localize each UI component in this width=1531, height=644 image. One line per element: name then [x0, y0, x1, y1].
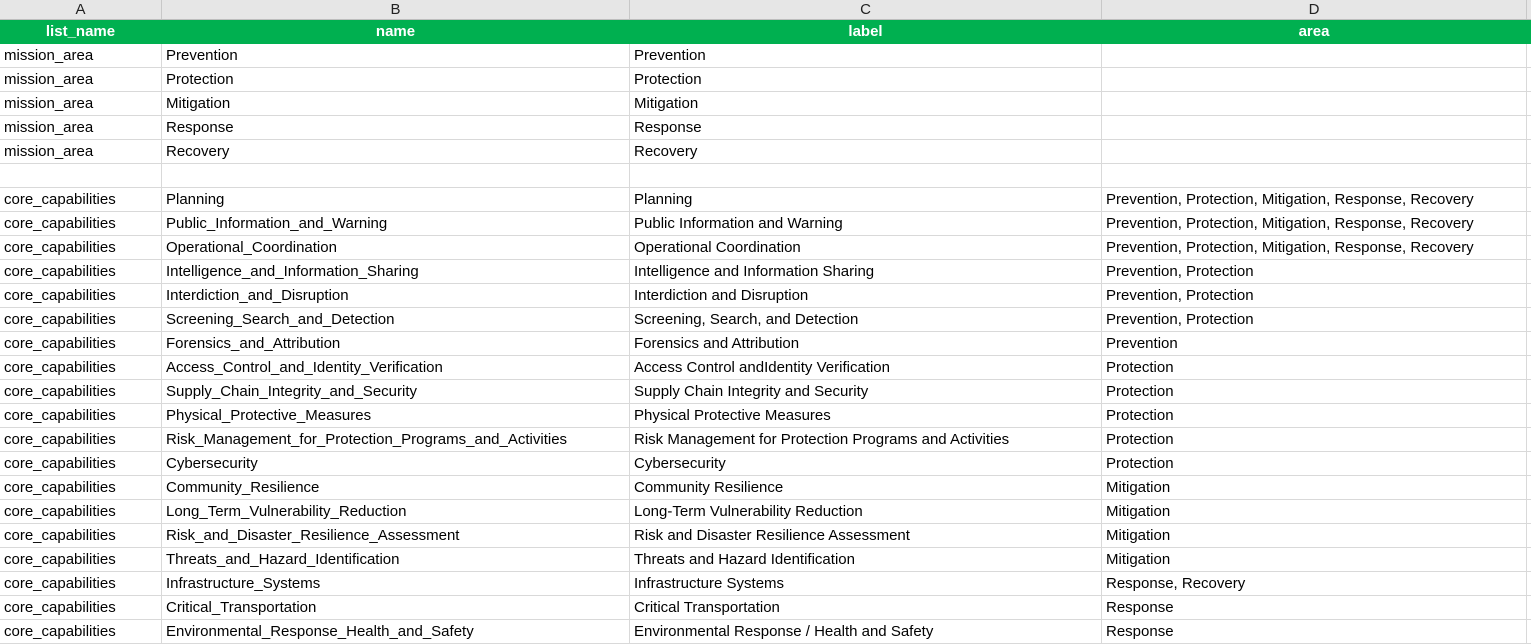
cell-area[interactable]: Mitigation: [1102, 476, 1527, 499]
cell-label[interactable]: Response: [630, 116, 1102, 139]
cell-label[interactable]: Community Resilience: [630, 476, 1102, 499]
table-row: [0, 284, 1531, 308]
table-row: [0, 332, 1531, 356]
header-cell-area[interactable]: area: [1102, 20, 1527, 43]
cell-area[interactable]: Prevention, Protection: [1102, 284, 1527, 307]
cell-label[interactable]: Forensics and Attribution: [630, 332, 1102, 355]
cell-name[interactable]: Planning: [162, 188, 630, 211]
cell-area[interactable]: Prevention: [1102, 332, 1527, 355]
cell-name[interactable]: Long_Term_Vulnerability_Reduction: [162, 500, 630, 523]
cell-area[interactable]: Response: [1102, 620, 1527, 643]
cell-list-name[interactable]: core_capabilities: [0, 308, 162, 331]
table-row: [0, 236, 1531, 260]
table-row: [0, 260, 1531, 284]
cell-label[interactable]: Long-Term Vulnerability Reduction: [630, 500, 1102, 523]
cell-area[interactable]: Response, Recovery: [1102, 572, 1527, 595]
cell-list-name[interactable]: mission_area: [0, 44, 162, 67]
cell-name[interactable]: Prevention: [162, 44, 630, 67]
cell-name[interactable]: Supply_Chain_Integrity_and_Security: [162, 380, 630, 403]
cell-label[interactable]: Threats and Hazard Identification: [630, 548, 1102, 571]
cell-area[interactable]: [1102, 92, 1527, 115]
cell-list-name[interactable]: core_capabilities: [0, 284, 162, 307]
table-row: [0, 116, 1531, 140]
cell-label[interactable]: Risk and Disaster Resilience Assessment: [630, 524, 1102, 547]
table-row: [0, 452, 1531, 476]
table-row: [0, 404, 1531, 428]
table-row: [0, 356, 1531, 380]
cell-list-name[interactable]: core_capabilities: [0, 500, 162, 523]
cell-name[interactable]: Screening_Search_and_Detection: [162, 308, 630, 331]
cell-label[interactable]: Cybersecurity: [630, 452, 1102, 475]
table-row: [0, 92, 1531, 116]
cell-area[interactable]: Protection: [1102, 404, 1527, 427]
column-header-b[interactable]: B: [162, 0, 630, 19]
table-row: [0, 68, 1531, 92]
cell-area[interactable]: [1102, 140, 1527, 163]
cell-name[interactable]: Environmental_Response_Health_and_Safety: [162, 620, 630, 643]
table-row: [0, 620, 1531, 644]
cell-area[interactable]: [1102, 44, 1527, 67]
cell-list-name[interactable]: core_capabilities: [0, 428, 162, 451]
cell-label[interactable]: Planning: [630, 188, 1102, 211]
cell-area[interactable]: Prevention, Protection, Mitigation, Response, Recovery: [1102, 212, 1527, 235]
cell-label[interactable]: Risk Management for Protection Programs and Activities: [630, 428, 1102, 451]
cell-label[interactable]: Infrastructure Systems: [630, 572, 1102, 595]
cell-area[interactable]: Protection: [1102, 452, 1527, 475]
cell-label[interactable]: Operational Coordination: [630, 236, 1102, 259]
cell-label[interactable]: Prevention: [630, 44, 1102, 67]
table-row: [0, 524, 1531, 548]
cell-area[interactable]: Prevention, Protection: [1102, 308, 1527, 331]
cell-name[interactable]: Public_Information_and_Warning: [162, 212, 630, 235]
table-row: [0, 548, 1531, 572]
column-header-bar: [0, 0, 1531, 20]
cell-name[interactable]: Mitigation: [162, 92, 630, 115]
table-row: [0, 188, 1531, 212]
cell-list-name[interactable]: mission_area: [0, 116, 162, 139]
cell-area[interactable]: [1102, 68, 1527, 91]
cell-area[interactable]: [1102, 116, 1527, 139]
table-row: [0, 596, 1531, 620]
cell-label[interactable]: Mitigation: [630, 92, 1102, 115]
cell-list-name[interactable]: [0, 164, 162, 187]
cell-list-name[interactable]: core_capabilities: [0, 404, 162, 427]
cell-list-name[interactable]: core_capabilities: [0, 236, 162, 259]
cell-label[interactable]: Supply Chain Integrity and Security: [630, 380, 1102, 403]
cell-name[interactable]: Threats_and_Hazard_Identification: [162, 548, 630, 571]
cell-list-name[interactable]: core_capabilities: [0, 332, 162, 355]
cell-list-name[interactable]: core_capabilities: [0, 548, 162, 571]
cell-name[interactable]: Forensics_and_Attribution: [162, 332, 630, 355]
cell-label[interactable]: Physical Protective Measures: [630, 404, 1102, 427]
cell-label[interactable]: Protection: [630, 68, 1102, 91]
header-row: [0, 20, 1531, 44]
cell-name[interactable]: Community_Resilience: [162, 476, 630, 499]
cell-area[interactable]: Protection: [1102, 356, 1527, 379]
cell-name[interactable]: Response: [162, 116, 630, 139]
cell-list-name[interactable]: core_capabilities: [0, 260, 162, 283]
table-row: [0, 476, 1531, 500]
table-row: [0, 308, 1531, 332]
cell-label[interactable]: Access Control andIdentity Verification: [630, 356, 1102, 379]
cell-list-name[interactable]: mission_area: [0, 140, 162, 163]
cell-area[interactable]: Mitigation: [1102, 500, 1527, 523]
table-row: [0, 140, 1531, 164]
cell-name[interactable]: Critical_Transportation: [162, 596, 630, 619]
cell-name[interactable]: [162, 164, 630, 187]
cell-area[interactable]: Prevention, Protection, Mitigation, Response, Recovery: [1102, 188, 1527, 211]
cell-label[interactable]: Public Information and Warning: [630, 212, 1102, 235]
header-cell-name[interactable]: name: [162, 20, 630, 43]
cell-area[interactable]: Protection: [1102, 428, 1527, 451]
cell-area[interactable]: Mitigation: [1102, 524, 1527, 547]
cell-area[interactable]: [1102, 164, 1527, 187]
cell-name[interactable]: Infrastructure_Systems: [162, 572, 630, 595]
cell-list-name[interactable]: core_capabilities: [0, 380, 162, 403]
table-body: [0, 44, 1531, 644]
cell-list-name[interactable]: core_capabilities: [0, 476, 162, 499]
cell-list-name[interactable]: core_capabilities: [0, 524, 162, 547]
cell-name[interactable]: Interdiction_and_Disruption: [162, 284, 630, 307]
cell-label[interactable]: Screening, Search, and Detection: [630, 308, 1102, 331]
column-header-d[interactable]: D: [1102, 0, 1527, 19]
cell-name[interactable]: Recovery: [162, 140, 630, 163]
cell-name[interactable]: Operational_Coordination: [162, 236, 630, 259]
cell-area[interactable]: Response: [1102, 596, 1527, 619]
cell-label[interactable]: Recovery: [630, 140, 1102, 163]
table-row: [0, 164, 1531, 188]
cell-list-name[interactable]: mission_area: [0, 92, 162, 115]
cell-area[interactable]: Prevention, Protection: [1102, 260, 1527, 283]
header-cell-list-name[interactable]: list_name: [0, 20, 162, 43]
cell-list-name[interactable]: core_capabilities: [0, 620, 162, 643]
cell-list-name[interactable]: mission_area: [0, 68, 162, 91]
table-row: [0, 380, 1531, 404]
cell-name[interactable]: Intelligence_and_Information_Sharing: [162, 260, 630, 283]
cell-name[interactable]: Cybersecurity: [162, 452, 630, 475]
cell-list-name[interactable]: core_capabilities: [0, 452, 162, 475]
column-header-c[interactable]: C: [630, 0, 1102, 19]
cell-list-name[interactable]: core_capabilities: [0, 596, 162, 619]
column-header-a[interactable]: A: [0, 0, 162, 19]
cell-label[interactable]: Environmental Response / Health and Safety: [630, 620, 1102, 643]
cell-list-name[interactable]: core_capabilities: [0, 212, 162, 235]
table-row: [0, 212, 1531, 236]
table-row: [0, 500, 1531, 524]
cell-name[interactable]: Protection: [162, 68, 630, 91]
cell-name[interactable]: Physical_Protective_Measures: [162, 404, 630, 427]
cell-label[interactable]: Interdiction and Disruption: [630, 284, 1102, 307]
cell-name[interactable]: Risk_and_Disaster_Resilience_Assessment: [162, 524, 630, 547]
table-row: [0, 428, 1531, 452]
cell-label[interactable]: Critical Transportation: [630, 596, 1102, 619]
cell-list-name[interactable]: core_capabilities: [0, 188, 162, 211]
cell-label[interactable]: [630, 164, 1102, 187]
cell-area[interactable]: Prevention, Protection, Mitigation, Response, Recovery: [1102, 236, 1527, 259]
cell-label[interactable]: Intelligence and Information Sharing: [630, 260, 1102, 283]
cell-area[interactable]: Mitigation: [1102, 548, 1527, 571]
table-row: [0, 44, 1531, 68]
cell-list-name[interactable]: core_capabilities: [0, 572, 162, 595]
table-row: [0, 572, 1531, 596]
cell-list-name[interactable]: core_capabilities: [0, 356, 162, 379]
cell-area[interactable]: Protection: [1102, 380, 1527, 403]
cell-name[interactable]: Access_Control_and_Identity_Verification: [162, 356, 630, 379]
cell-name[interactable]: Risk_Management_for_Protection_Programs_and_Activities: [162, 428, 630, 451]
header-cell-label[interactable]: label: [630, 20, 1102, 43]
